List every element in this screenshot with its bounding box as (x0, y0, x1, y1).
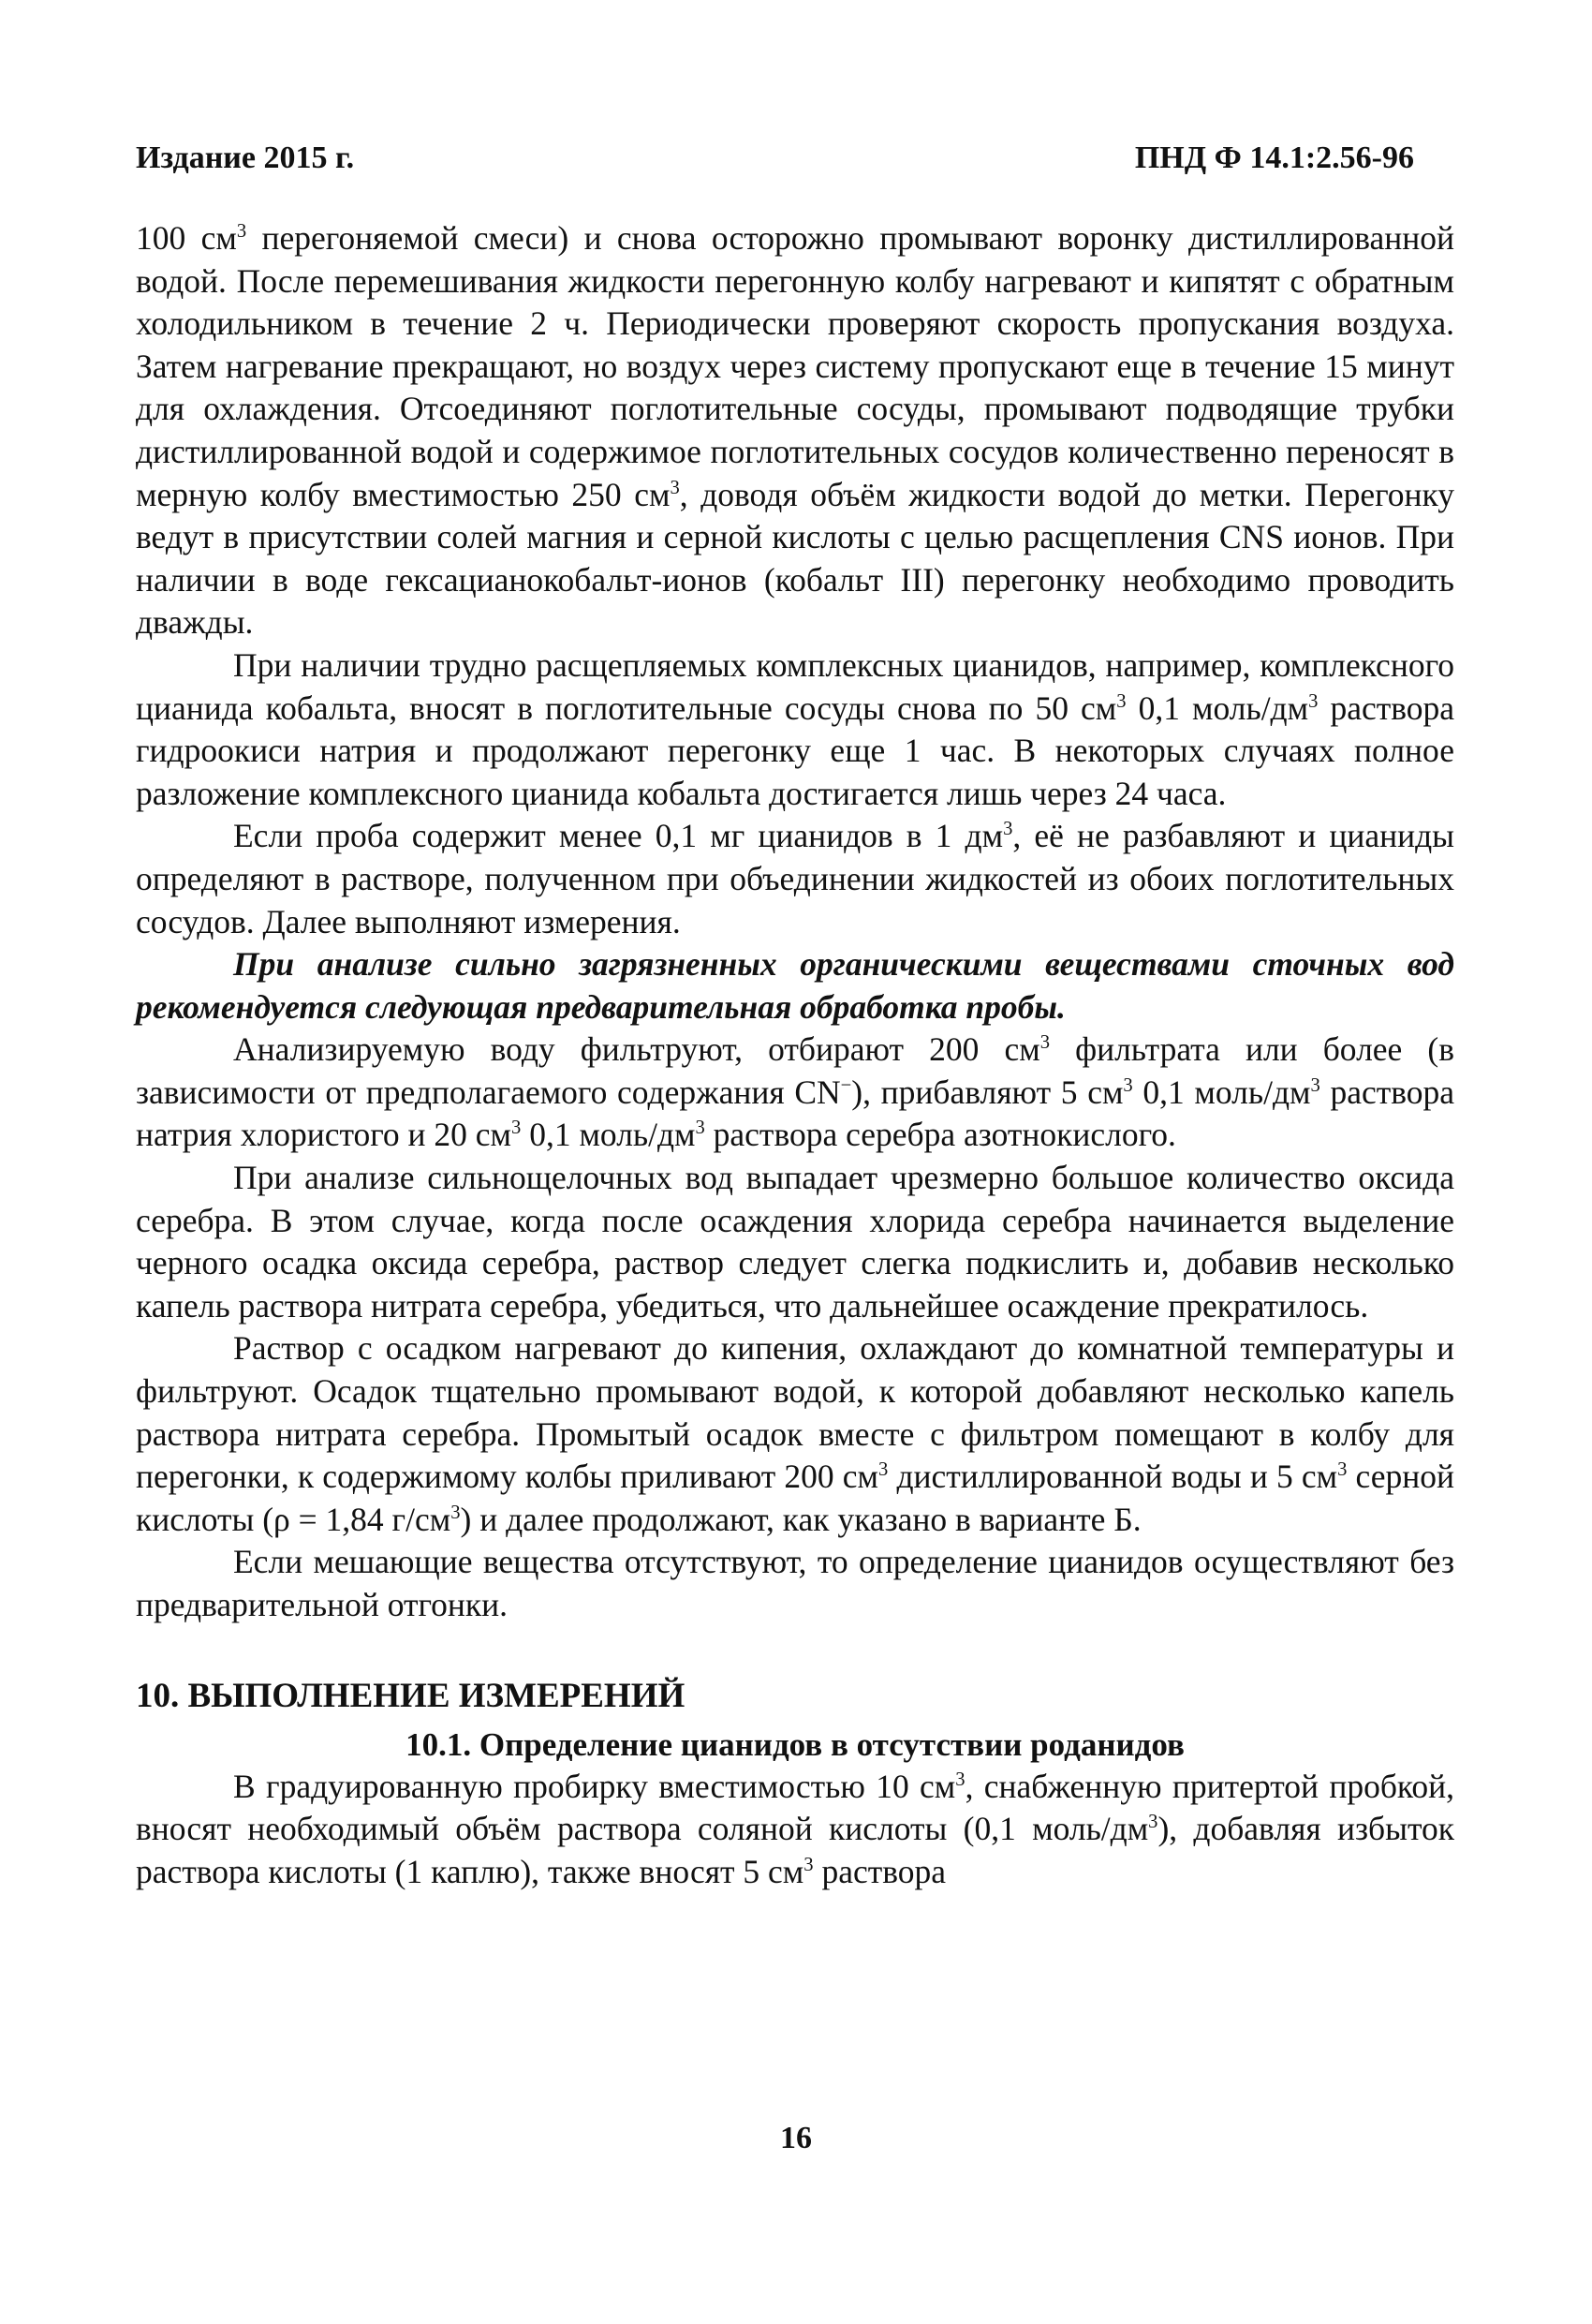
superscript: 3 (955, 1769, 966, 1790)
text-run: фильтрата или более (в зависимости от предполагаемого содержания CN (136, 1030, 1454, 1111)
text-run: раствора гидроокиси натрия и продолжают перегонку еще 1 час. В некоторых случаях полное разложение комплексного цианида кобальта достигается лишь через 24 часа. (136, 688, 1455, 812)
body-text (136, 217, 1454, 1627)
paragraph (136, 1327, 1454, 1541)
text-run: ), прибавляют 5 см (851, 1073, 1124, 1111)
text-run: При анализе сильнощелочных вод выпадает чрезмерно большое количество оксида серебра. В этом случае, когда после осаждения хлорида серебра начинается выделение черного осадка оксида серебра, раствор следует слегка подкислить и, добавив несколько капель раствора нитрата серебра, убедиться, что дальнейшее осаждение прекратилось. (136, 1159, 1454, 1325)
text-run: 0,1 моль/дм (1132, 1073, 1311, 1111)
paragraph (136, 1541, 1454, 1626)
text-run: перегоняемой смеси) и снова осторожно промывают воронку дистиллированной водой. После перемешивания жидкости перегонную колбу нагревают и кипятят с обратным холодильником в течение 2 ч. Периодически проверяют скорость пропускания воздуха. Затем нагревание прекращают, но воздух через систему пропускают еще в течение 15 минут для охлаждения. Отсоединяют поглотительные сосуды, промывают подводящие трубки дистиллированной водой и содержимое поглотительных сосудов количественно переносят в мерную колбу вместимостью 250 см (136, 219, 1454, 513)
superscript: − (840, 1075, 852, 1097)
text-run: 0,1 моль/дм (1126, 688, 1309, 727)
superscript: 3 (1148, 1812, 1158, 1833)
superscript: 3 (1039, 1032, 1050, 1054)
paragraph (136, 217, 1454, 644)
text-run: Раствор с осадком нагревают до кипения, охлаждают до комнатной температуры и фильтруют. Осадок тщательно промывают водой, к которой добавляют несколько капель раствора нитрата серебра. Промытый осадок вместе с фильтром помещают в колбу для перегонки, к содержимому колбы приливают 200 см (136, 1329, 1454, 1496)
text-run: раствора натрия хлористого и 20 см (136, 1073, 1455, 1154)
superscript: 3 (878, 1459, 889, 1481)
superscript: 3 (1003, 819, 1013, 840)
document-code: ПНД Ф 14.1:2.56-96 (1134, 141, 1414, 175)
paragraph (136, 1766, 1454, 1894)
text-run: ) и далее продолжают, как указано в варианте Б. (460, 1500, 1142, 1538)
section-body-text (136, 1766, 1454, 1894)
edition-label: Издание 2015 г. (136, 141, 355, 175)
text-run: серной кислоты (ρ = 1,84 г/см (136, 1458, 1454, 1538)
text-run: ), добавляя избыток раствора кислоты (1 каплю), также вносят 5 см (136, 1810, 1454, 1890)
text-run: , доводя объём жидкости водой до метки. Перегонку ведут в присутствии солей магния и серной кислоты с целью расщепления CNS ионов. При наличии в воде гексацианокобальт-ионов (кобальт III) перегонку необходимо проводить дважды. (136, 475, 1454, 642)
page-body (136, 217, 1454, 1893)
superscript: 3 (1308, 690, 1319, 712)
paragraph (136, 644, 1454, 815)
superscript: 3 (1116, 690, 1127, 712)
paragraph (136, 815, 1454, 943)
text-run: При анализе сильно загрязненных органическими веществами сточных вод рекомендуется следующая предварительная обработка пробы. (136, 945, 1454, 1026)
superscript: 3 (1123, 1075, 1133, 1097)
superscript: 3 (450, 1502, 461, 1523)
text-run: Если мешающие вещества отсутствуют, то определение цианидов осуществляют без предварительной отгонки. (136, 1543, 1454, 1623)
superscript: 3 (1310, 1075, 1320, 1097)
subsection-heading: 10.1. Определение цианидов в отсутствии роданидов (405, 1725, 1185, 1763)
superscript: 3 (511, 1118, 522, 1139)
text-run: 100 см (136, 219, 237, 257)
text-run: В градуированную пробирку вместимостью 10 см (233, 1767, 956, 1805)
paragraph (136, 1157, 1454, 1327)
text-run: Анализируемую воду фильтруют, отбирают 200 см (233, 1030, 1040, 1069)
superscript: 3 (695, 1118, 705, 1139)
section-heading: 10. ВЫПОЛНЕНИЕ ИЗМЕРЕНИЙ (136, 1676, 685, 1715)
text-run: , её не разбавляют и цианиды определяют в растворе, полученном при объединении жидкостей из обоих поглотительных сосудов. Далее выполняют измерения. (136, 817, 1454, 940)
page-number: 16 (780, 2121, 812, 2155)
superscript: 3 (803, 1854, 814, 1875)
text-run: раствора (813, 1852, 947, 1890)
text-run: При наличии трудно расщепляемых комплексных цианидов, например, комплексного цианида кобальта, вносят в поглотительные сосуды снова по 50 см (136, 645, 1454, 727)
paragraph (136, 943, 1454, 1029)
text-run: дистиллированной воды и 5 см (888, 1458, 1338, 1496)
superscript: 3 (1337, 1459, 1348, 1481)
text-run: , снабженную притертой пробкой, вносят необходимый объём раствора соляной кислоты (0,1 моль/дм (136, 1767, 1454, 1848)
text-run: Если проба содержит менее 0,1 мг цианидов в 1 дм (233, 817, 1004, 855)
superscript: 3 (670, 477, 680, 498)
superscript: 3 (236, 221, 247, 243)
text-run: 0,1 моль/дм (521, 1116, 696, 1154)
page-header (136, 141, 1414, 176)
paragraph (136, 1029, 1454, 1157)
text-run: раствора серебра азотнокислого. (704, 1116, 1176, 1154)
